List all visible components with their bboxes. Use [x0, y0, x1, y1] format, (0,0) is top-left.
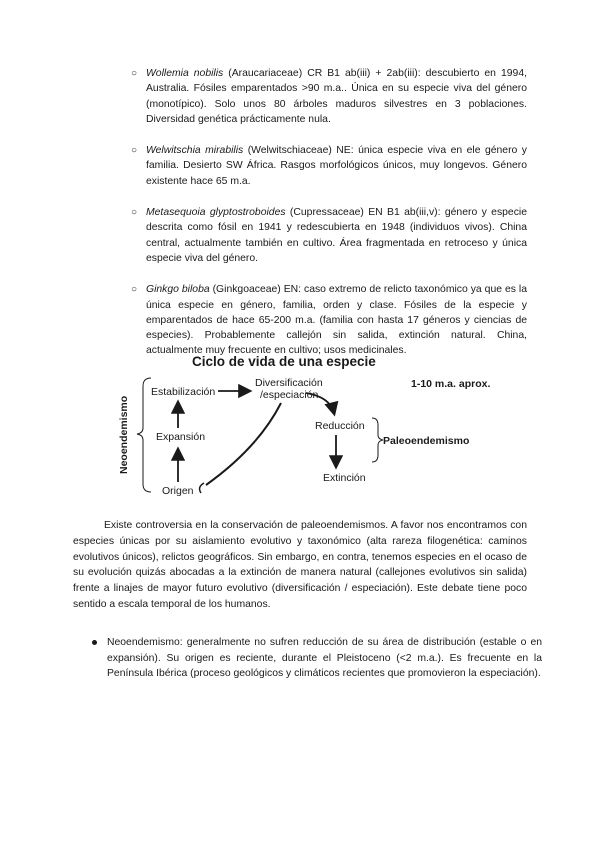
species-description: (Welwitschiaceae) NE: única especie viva en ele género y familia. Desierto SW África. Rasgos morfológicos únicos, muy longevos. Género existente hace 65 m.a. — [146, 145, 527, 187]
time-range-label: 1-10 m.a. aprox. — [411, 378, 491, 390]
node-reduccion: Reducción — [315, 420, 365, 432]
diagram-title: Ciclo de vida de una especie — [192, 354, 376, 369]
species-name: Ginkgo biloba — [146, 284, 210, 296]
node-diversificacion-line1: Diversificación — [255, 377, 323, 389]
species-life-cycle-diagram — [110, 350, 520, 500]
species-description: (Ginkgoaceae) EN: caso extremo de relicto taxonómico ya que es la única especie en género, familia, orden y clase. Fósiles de la especie y emparentados de hace 65-200 m.a. (familia con hasta 17 géneros y ciencias de especies). Probablemente callejón sin salida, extinción natural. China, actualmente muy frecuente en cultivo; usos medicinales. — [146, 284, 527, 357]
controversy-paragraph: Existe controversia en la conservación de paleoendemismos. A favor nos encontramos con especies únicas por su aislamiento evolutivo y taxonómico (alta rareza filogenética: caminos evolutivos únicos), relictos geográficos. Sin embargo, en contra, tenemos especies en el ocaso de su evolución quizás abocadas a la extinción de manera natural (callejones evolutivos sin salida) frente a linajes de mayor futuro evolutivo (diversificación / especiación). Este debate tiene poco sentido a escala temporal de los humanos. — [73, 520, 527, 610]
hollow-bullet-icon: ○ — [131, 68, 138, 79]
species-item-metasequoia — [131, 205, 527, 266]
node-expansion: Expansión — [156, 431, 206, 443]
species-name: Wollemia nobilis — [146, 68, 224, 79]
node-origen: Origen — [162, 485, 194, 497]
neoendemismo-text: Neoendemismo: generalmente no sufren reducción de su área de distribución (estable o en expansión). Su origen es reciente, durante el Pleistoceno (<2 m.a.). Es frecuente en la Península Ibérica (proceso geológicos y climáticos recientes que promovieron la especiación). — [107, 637, 542, 679]
hollow-bullet-icon: ○ — [131, 145, 138, 157]
species-list — [131, 66, 527, 375]
neoendemismo-label: Neoendemismo — [118, 395, 130, 474]
hollow-bullet-icon: ○ — [131, 207, 138, 219]
paleoendemismo-brace — [372, 418, 383, 462]
species-item-wollemia — [131, 66, 527, 127]
arrow-diversificacion-to-origen — [206, 403, 281, 485]
species-description: (Araucariaceae) CR B1 ab(iii) + 2ab(iii): descubierto en 1994, Australia. Fósiles emparentados >90 m.a.. Única en su especie viva del género (monotípico). Solo unos 80 árboles maduros silvestres en 3 poblaciones. Diversidad genética prácticamente nula. — [146, 68, 527, 125]
node-diversificacion-line2: /especiación — [260, 389, 319, 401]
node-estabilizacion: Estabilización — [151, 386, 216, 398]
node-extincion: Extinción — [323, 472, 366, 484]
life-cycle-svg — [110, 350, 520, 500]
neoendemismo-brace — [137, 378, 151, 492]
hollow-bullet-icon: ○ — [131, 284, 138, 296]
neoendemismo-bullet — [92, 635, 542, 682]
arrow-origen-hook — [200, 483, 204, 493]
species-description: (Cupressaceae) EN B1 ab(iii,v): género y especie descrita como fósil en 1941 y redescubierta en 1948 (individuos vivos). China central, actualmente también en cultivo. Área fragmentada en retroceso y única especie viva del género. — [146, 207, 527, 264]
paleoendemismo-label: Paleoendemismo — [383, 435, 470, 447]
species-name: Welwitschia mirabilis — [146, 145, 244, 157]
species-item-welwitschia — [131, 143, 527, 189]
filled-bullet-icon — [92, 640, 97, 645]
species-item-ginkgo — [131, 282, 527, 358]
species-name: Metasequoia glyptostroboides — [146, 207, 286, 219]
